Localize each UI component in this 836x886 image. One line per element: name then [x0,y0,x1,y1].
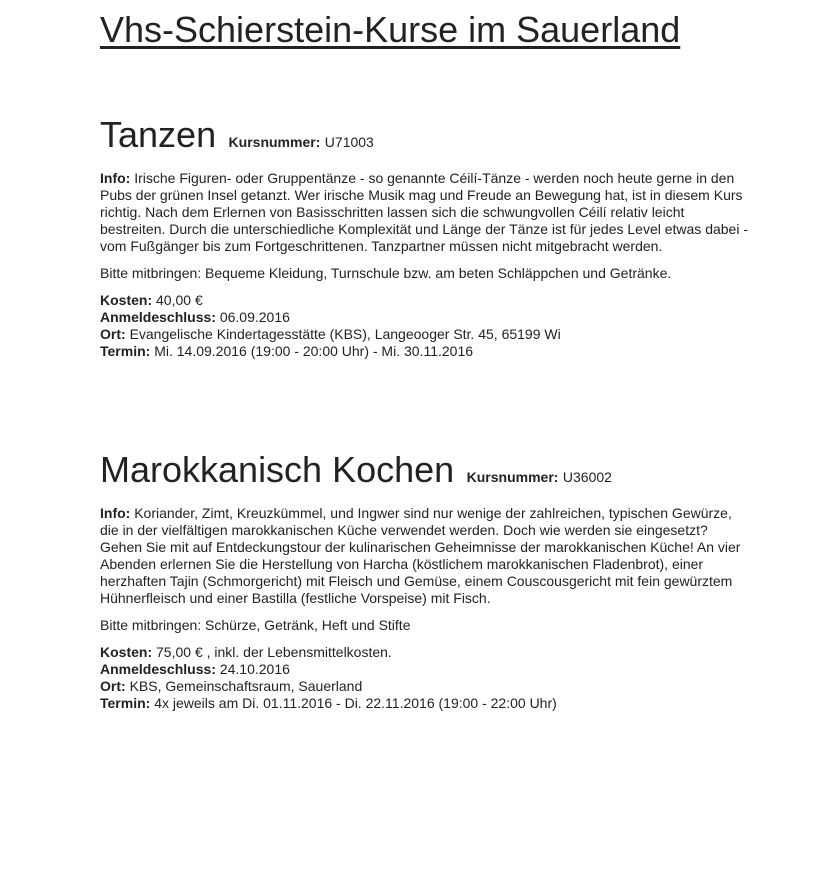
deadline-value: 06.09.2016 [219,309,290,325]
info-text: Irische Figuren- oder Gruppentänze - so genannte Céilí-Tänze - werden noch heute gerne in den Pubs der grünen Insel getanzt. Wer irische Musik mag und Freude an Bewegung hat, ist in diesem Kurs richtig. Nach dem Erlernen von Basisschritten lassen sich die schwungvollen Céilí relativ leicht bestreiten. Durch die unterschiedliche Komplexität und Länge der Tänze ist für jedes Level etwas dabei - vom Fußgänger bis zum Fortgeschrittenen. Tanzpartner müssen nicht mitgebracht werden. [100,170,749,254]
course-header [100,448,750,492]
costs-label: Kosten: [100,644,153,660]
info-label: Info: [100,170,131,186]
course-number-value: U71003 [324,134,374,150]
date-value: 4x jeweils am Di. 01.11.2016 - Di. 22.11.2016 (19:00 - 22:00 Uhr) [154,695,557,711]
costs-value: 40,00 € [156,292,203,308]
location-label: Ort: [100,678,126,694]
page-content [100,0,750,711]
course-info [100,170,750,255]
costs-label: Kosten: [100,292,153,308]
location-row [100,678,750,695]
course-details [100,292,750,360]
deadline-label: Anmeldeschluss: [100,309,216,325]
info-label: Info: [100,505,131,521]
deadline-row [100,309,750,326]
course-marokkanisch-kochen [100,448,750,712]
course-details [100,644,750,712]
course-number-label: Kursnummer: [466,469,559,485]
location-value: KBS, Gemeinschaftsraum, Sauerland [129,678,363,694]
course-title: Tanzen [100,114,217,155]
info-text: Koriander, Zimt, Kreuzkümmel, und Ingwer sind nur wenige der zahlreichen, typischen Gewürze, die in der vielfältigen marokkanischen Küche verwendet werden. Doch wie werden sie eingesetzt? Gehen Sie mit auf Entdeckungstour der kulinarischen Geheimnisse der marokkanischen Küche! An vier Abenden erlernen Sie die Herstellung von Harcha (köstlichem marokkanischen Fladenbrot), einer herzhaften Tajin (Schmorgericht) mit Fleisch und Gemüse, einem Couscousgericht mit fein gewürztem Hühnerfleisch und einer Bastilla (festliche Vorspeise) mit Fisch. [100,505,741,606]
course-info [100,505,750,607]
date-label: Termin: [100,343,151,359]
date-row [100,343,750,360]
course-number-value: U36002 [562,469,612,485]
costs-row [100,644,750,661]
date-label: Termin: [100,695,151,711]
location-value: Evangelische Kindertagesstätte (KBS), Langeooger Str. 45, 65199 Wi [129,326,561,342]
course-number-label: Kursnummer: [228,134,321,150]
deadline-label: Anmeldeschluss: [100,661,216,677]
course-tanzen [100,113,750,360]
costs-row [100,292,750,309]
course-bring: Bitte mitbringen: Bequeme Kleidung, Turnschule bzw. am beten Schläppchen und Getränke. [100,265,672,281]
location-row [100,326,750,343]
date-value: Mi. 14.09.2016 (19:00 - 20:00 Uhr) - Mi. 30.11.2016 [154,343,474,359]
page-title: Vhs-Schierstein-Kurse im Sauerland [100,9,681,50]
course-header [100,113,750,157]
location-label: Ort: [100,326,126,342]
deadline-value: 24.10.2016 [219,661,290,677]
costs-value: 75,00 € , inkl. der Lebensmittelkosten. [156,644,392,660]
course-bring: Bitte mitbringen: Schürze, Getränk, Heft und Stifte [100,617,411,633]
course-title: Marokkanisch Kochen [100,449,455,490]
deadline-row [100,661,750,678]
date-row [100,695,750,712]
